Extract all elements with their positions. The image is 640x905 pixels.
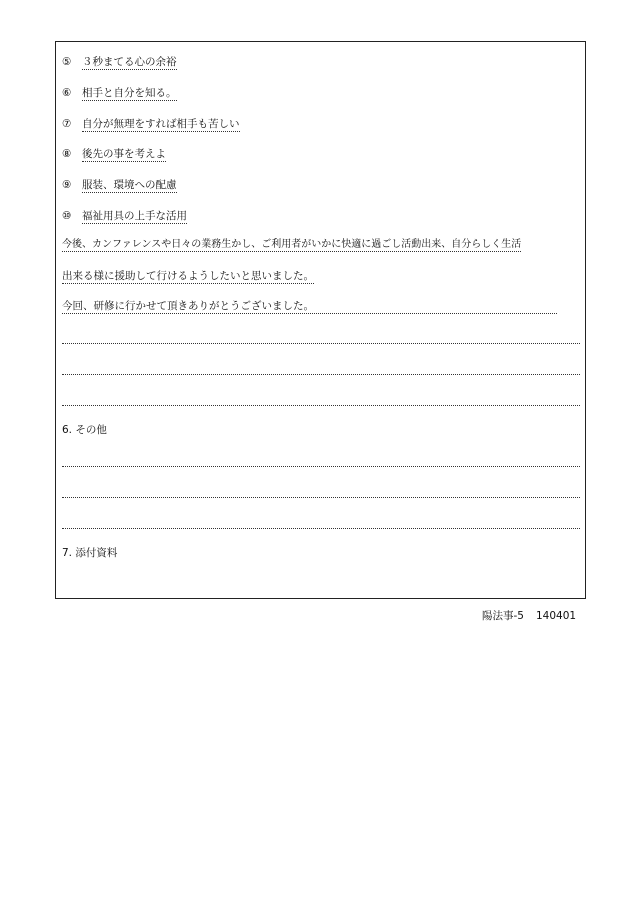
item-7 (62, 117, 240, 131)
paragraph-line-2 (62, 269, 314, 283)
item-9 (62, 178, 177, 192)
dotted-rule (62, 313, 557, 314)
section-other-label: 6. その他 (62, 424, 107, 436)
item-number: ⑨ (62, 179, 72, 191)
dotted-rule (62, 343, 580, 344)
paragraph-text: 出来る様に援助して行けるようしたいと思いました。 (62, 270, 314, 282)
item-text: 相手と自分を知る。 (82, 87, 177, 99)
paragraph-line-3 (62, 299, 314, 313)
paragraph-line-1 (62, 238, 521, 252)
item-5 (62, 55, 177, 69)
document-code (482, 609, 576, 623)
doc-code: 陽法事-5 (482, 610, 524, 622)
dotted-rule (62, 405, 580, 406)
item-number: ⑦ (62, 118, 72, 130)
item-text: ３秒まてる心の余裕 (82, 56, 177, 68)
item-8 (62, 147, 166, 161)
item-text: 服装、環境への配慮 (82, 179, 177, 191)
item-6 (62, 86, 177, 100)
item-number: ⑤ (62, 56, 72, 68)
dotted-rule (62, 374, 580, 375)
paragraph-text: 今回、研修に行かせて頂きありがとうございました。 (62, 300, 314, 312)
dotted-rule (62, 497, 580, 498)
paragraph-text: 今後、カンファレンスや日々の業務生かし、ご利用者がいかに快適に過ごし活動出来、自分らしく生活 (62, 239, 522, 250)
item-text: 福祉用具の上手な活用 (82, 210, 187, 222)
section-attachments-label: 7. 添付資料 (62, 547, 118, 559)
dotted-rule (62, 466, 580, 467)
item-number: ⑩ (62, 210, 72, 222)
dotted-rule (62, 528, 580, 529)
doc-date: 140401 (535, 610, 577, 622)
item-number: ⑥ (62, 87, 72, 99)
item-10 (62, 209, 187, 223)
item-text: 後先の事を考えよ (82, 148, 166, 160)
item-text: 自分が無理をすれば相手も苦しい (82, 118, 240, 130)
item-number: ⑧ (62, 148, 72, 160)
